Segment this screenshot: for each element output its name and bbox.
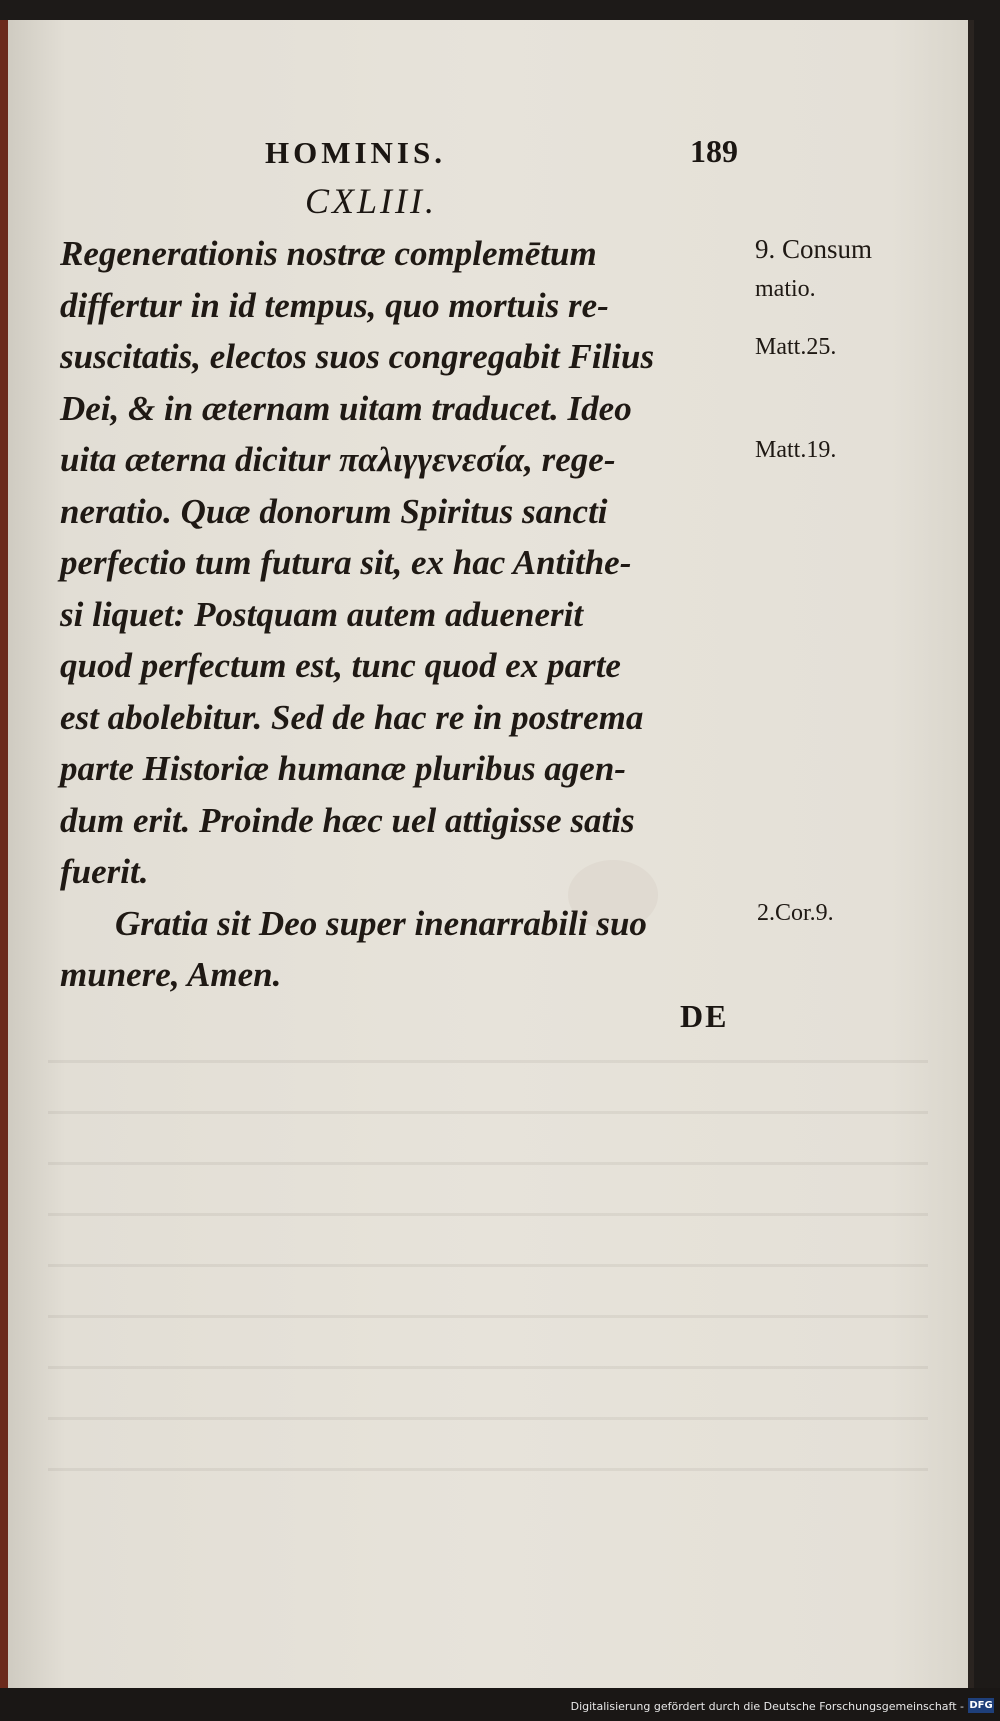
section-number: CXLIII. <box>305 181 437 221</box>
text-line: neratio. Quæ donorum Spiritus sancti <box>60 491 608 531</box>
text-line: uita æterna dicitur παλιγγενεσία, rege- <box>60 440 616 479</box>
text-line: est abolebitur. Sed de hac re in postrema <box>60 697 644 737</box>
text-line: dum erit. Proinde hæc uel attigisse satis <box>60 800 635 840</box>
text-line: Dei, & in æternam uitam traducet. Ideo <box>60 388 632 428</box>
bleed-through-texture <box>48 1060 928 1480</box>
dfg-logo: DFG <box>969 1700 993 1711</box>
text-line: fuerit. <box>60 852 149 891</box>
text-line: differtur in id tempus, quo mortuis re- <box>60 285 609 325</box>
margin-note-matt19: Matt.19. <box>755 437 837 463</box>
margin-note-consummatio-cont: matio. <box>755 276 816 302</box>
text-line: quod perfectum est, tunc quod ex parte <box>60 646 621 685</box>
text-line: si liquet: Postquam autem aduenerit <box>60 594 584 634</box>
catchword: DE <box>680 998 729 1034</box>
dfg-credit-text: Digitalisierung gefördert durch die Deutsche Forschungsgemeinschaft - <box>570 1700 964 1713</box>
text-line: perfectio tum futura sit, ex hac Antithe- <box>60 543 632 582</box>
margin-note-2cor9: 2.Cor.9. <box>757 900 834 926</box>
text-line: parte Historiæ humanæ pluribus agen- <box>60 749 626 788</box>
body-text <box>60 228 750 1001</box>
page-number: 189 <box>690 133 738 169</box>
margin-note-matt25: Matt.25. <box>755 334 837 360</box>
margin-note-consummatio: 9. Consum <box>755 234 873 264</box>
closing-line: Gratia sit Deo super inenarrabili suo <box>115 903 647 943</box>
running-head: HOMINIS. <box>265 135 446 170</box>
text-line: suscitatis, electos suos congregabit Filius <box>60 337 655 376</box>
text-line: Regenerationis nostræ complemētum <box>60 234 597 273</box>
closing-line: munere, Amen. <box>60 955 282 994</box>
book-spine-edge <box>0 20 8 1688</box>
